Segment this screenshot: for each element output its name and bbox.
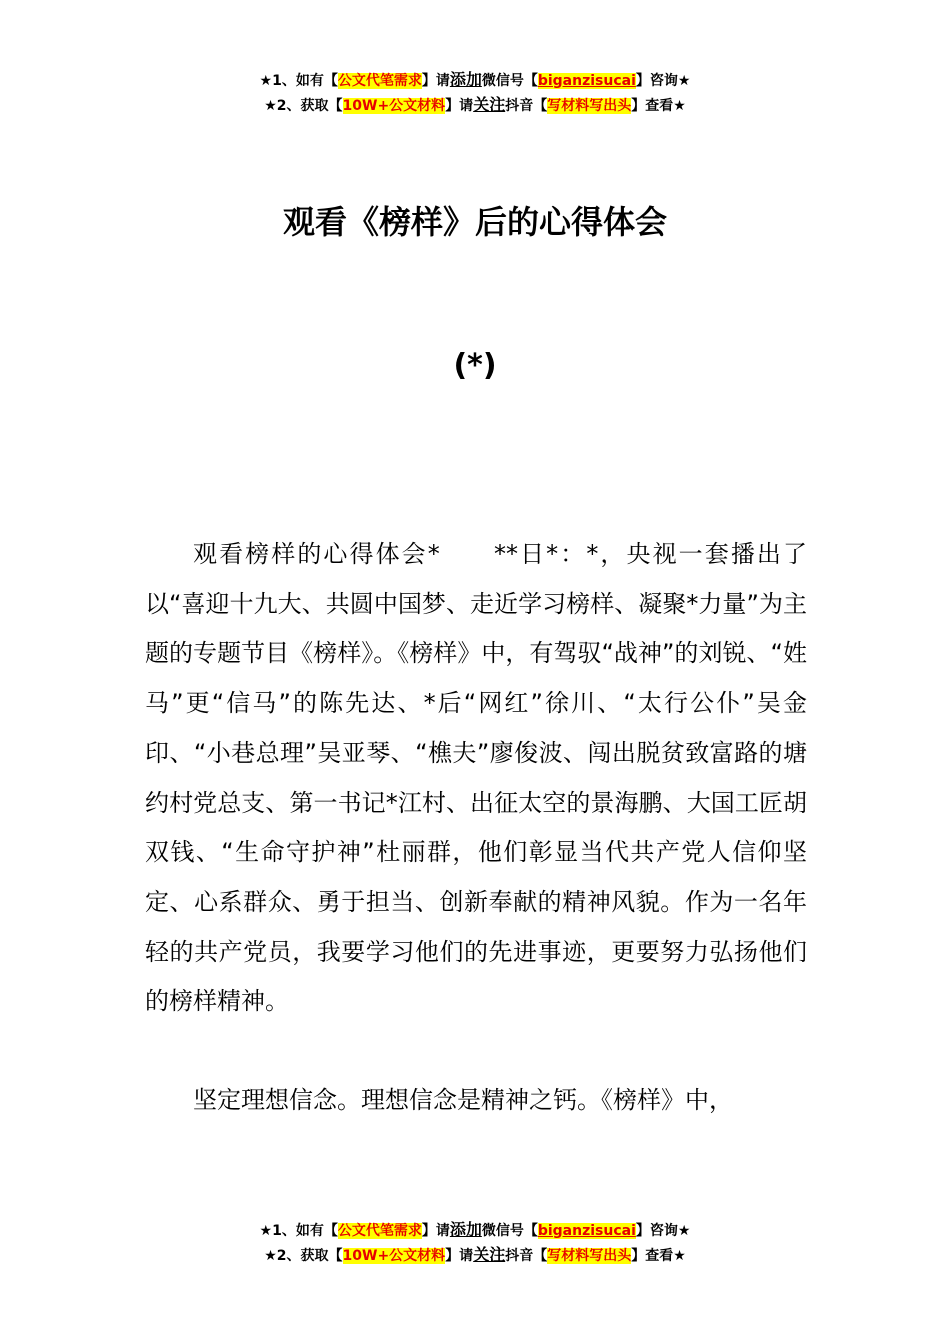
banner-text: 】请 xyxy=(421,73,450,89)
banner-text: 】咨询★ xyxy=(635,1223,691,1239)
wechat-id-link[interactable]: biganzisucai xyxy=(537,73,636,89)
footer-banner xyxy=(0,1218,950,1268)
banner-text: 】请 xyxy=(445,98,474,114)
banner-emphasis: 关注 xyxy=(473,95,506,114)
highlight-materials: 10W+公文材料 xyxy=(342,98,446,114)
paragraph-2: 坚定理想信念。理想信念是精神之钙。《榜样》中， xyxy=(193,1086,733,1115)
banner-text: 微信号【 xyxy=(481,73,538,89)
banner-line-2 xyxy=(0,1243,950,1268)
banner-text: 】请 xyxy=(421,1223,450,1239)
highlight-materials: 10W+公文材料 xyxy=(342,1248,446,1264)
banner-text: 】查看★ xyxy=(631,98,686,114)
banner-emphasis: 添加 xyxy=(449,70,482,89)
banner-text: ★2、获取【 xyxy=(264,98,343,114)
banner-text: ★1、如有【 xyxy=(259,73,338,89)
banner-text: 】咨询★ xyxy=(635,73,691,89)
document-title: 观看《榜样》后的心得体会 xyxy=(282,203,667,241)
paragraph-1: 观看榜样的心得体会* **日*：*，央视一套播出了以“喜迎十九大、共圆中国梦、走近学习榜样、凝聚*力量”为主题的专题节目《榜样》。《榜样》中，有驾驭“战神”的刘锐、“姓马”更“信马”的陈先达、*后“网红”徐川、“太行公仆”吴金印、“小巷总理”吴亚琴、“樵夫”廖俊波、闯出脱贫致富路的塘约村党总支、第一书记*江村、出征太空的景海鹏、大国工匠胡双钱、“生命守护神”杜丽群，他们彰显当代共产党人信仰坚定、心系群众、勇于担当、创新奉献的精神风貌。作为一名年轻的共产党员，我要学习他们的先进事迹，更要努力弘扬他们的榜样精神。 xyxy=(145,540,807,1016)
highlight-douyin-account: 写材料写出头 xyxy=(547,98,632,114)
banner-line-2 xyxy=(0,93,950,118)
header-banner xyxy=(0,68,950,118)
banner-line-1 xyxy=(0,68,950,93)
banner-text: 】查看★ xyxy=(631,1248,686,1264)
banner-text: 】请 xyxy=(445,1248,474,1264)
highlight-douyin-account: 写材料写出头 xyxy=(547,1248,632,1264)
banner-emphasis: 关注 xyxy=(473,1245,506,1264)
banner-text: ★1、如有【 xyxy=(259,1223,338,1239)
banner-text: 微信号【 xyxy=(481,1223,538,1239)
document-subtitle: (*) xyxy=(453,348,497,383)
wechat-id-link[interactable]: biganzisucai xyxy=(537,1223,636,1239)
banner-text: ★2、获取【 xyxy=(264,1248,343,1264)
banner-text: 抖音【 xyxy=(505,98,548,114)
banner-text: 抖音【 xyxy=(505,1248,548,1264)
document-body xyxy=(145,530,807,1126)
banner-emphasis: 添加 xyxy=(449,1220,482,1239)
highlight-ghostwriting: 公文代笔需求 xyxy=(337,1223,422,1239)
highlight-ghostwriting: 公文代笔需求 xyxy=(337,73,422,89)
banner-line-1 xyxy=(0,1218,950,1243)
